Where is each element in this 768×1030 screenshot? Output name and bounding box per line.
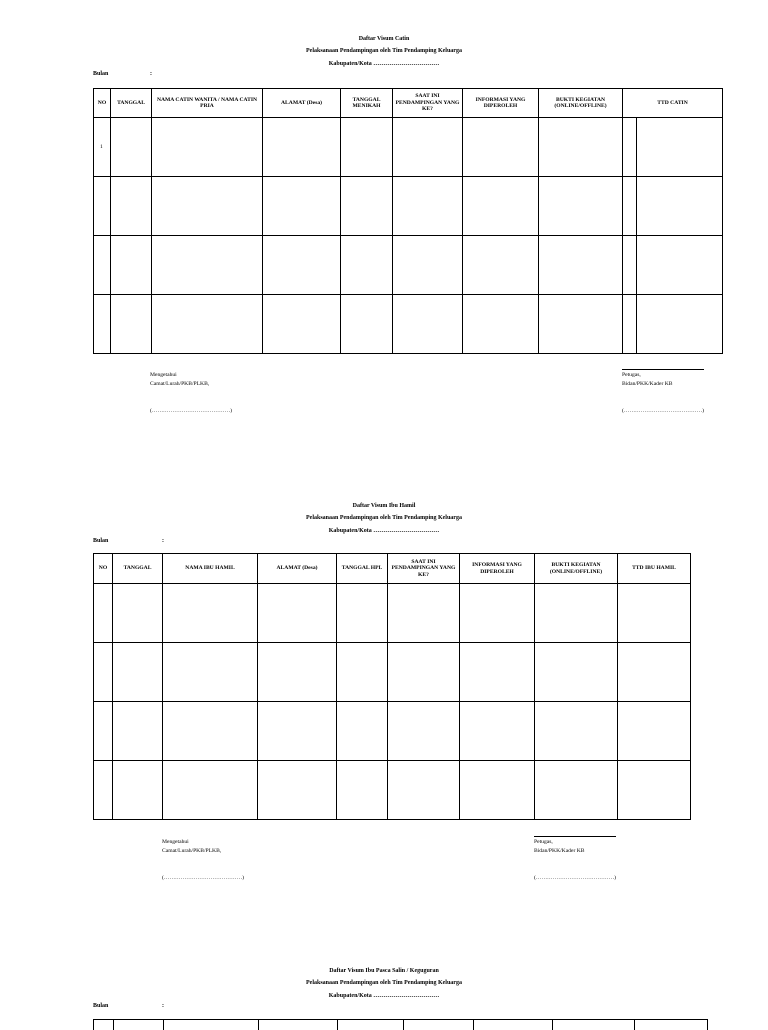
- input-cell[interactable]: [393, 295, 463, 354]
- col-alamat: ALAMAT (Desa): [258, 554, 337, 584]
- input-cell[interactable]: [539, 236, 623, 295]
- input-cell[interactable]: [337, 584, 388, 643]
- table-row: [94, 761, 691, 820]
- input-cell[interactable]: [393, 118, 463, 177]
- input-cell[interactable]: [111, 236, 152, 295]
- input-cell[interactable]: [94, 584, 113, 643]
- form-subtitle: Pelaksanaan Pendampingan oleh Tim Pendamping Keluarga: [306, 48, 462, 54]
- bulan-colon: :: [150, 71, 152, 77]
- input-cell[interactable]: [94, 177, 111, 236]
- sig-line2: Camat/Lurah/PKB/PLKB,: [150, 381, 210, 387]
- input-cell[interactable]: [535, 702, 618, 761]
- input-cell[interactable]: [263, 236, 341, 295]
- table-row: [94, 177, 723, 236]
- col-tanggal: TANGGAL: [113, 554, 163, 584]
- input-cell[interactable]: [113, 702, 163, 761]
- input-cell[interactable]: [337, 643, 388, 702]
- input-cell[interactable]: [258, 643, 337, 702]
- input-cell[interactable]: [258, 584, 337, 643]
- input-cell[interactable]: [341, 118, 393, 177]
- input-cell[interactable]: [94, 295, 111, 354]
- input-cell[interactable]: [388, 702, 460, 761]
- input-cell[interactable]: [163, 702, 258, 761]
- input-cell[interactable]: [113, 584, 163, 643]
- input-cell[interactable]: [152, 177, 263, 236]
- table-row: [94, 702, 691, 761]
- input-cell[interactable]: [393, 236, 463, 295]
- bulan-colon: :: [162, 538, 164, 544]
- input-cell[interactable]: [535, 584, 618, 643]
- input-cell[interactable]: [539, 295, 623, 354]
- sig-line1: Petugas,: [622, 372, 641, 378]
- form-region: Kabupaten/Kota ……………………………: [328, 61, 440, 67]
- input-cell[interactable]: [460, 584, 535, 643]
- input-cell[interactable]: [623, 236, 637, 295]
- input-cell[interactable]: [94, 702, 113, 761]
- col-ttd-catin: TTD CATIN: [623, 89, 723, 118]
- sig-blank[interactable]: (……………………………………): [622, 408, 705, 414]
- input-cell[interactable]: [337, 702, 388, 761]
- sig-line1: Petugas,: [534, 839, 553, 845]
- sig-blank[interactable]: (……………………………………): [150, 408, 233, 414]
- visum-table-partial: [93, 1019, 708, 1030]
- row-no: 1: [94, 118, 111, 177]
- column-divider: [403, 1020, 404, 1030]
- form-subtitle: Pelaksanaan Pendampingan oleh Tim Pendamping Keluarga: [306, 980, 462, 986]
- input-cell[interactable]: [111, 177, 152, 236]
- input-cell[interactable]: [535, 643, 618, 702]
- left-signature-block: [162, 838, 244, 883]
- signature-cell[interactable]: [618, 702, 691, 761]
- input-cell[interactable]: [623, 118, 637, 177]
- input-cell[interactable]: [258, 702, 337, 761]
- column-divider: [163, 1020, 164, 1030]
- col-informasi: INFORMASI YANG DIPEROLEH: [463, 89, 539, 118]
- sig-line2: Camat/Lurah/PKB/PLKB,: [162, 848, 222, 854]
- signature-rule: [622, 369, 704, 370]
- column-divider: [473, 1020, 474, 1030]
- bulan-colon: :: [162, 1003, 164, 1009]
- right-signature-block: [622, 371, 704, 416]
- bulan-label: Bulan: [93, 1003, 109, 1009]
- col-tanggal-hpl: TANGGAL HPL: [337, 554, 388, 584]
- input-cell[interactable]: [111, 295, 152, 354]
- input-cell[interactable]: [539, 177, 623, 236]
- col-pendampingan-ke: SAAT INI PENDAMPINGAN YANG KE?: [393, 89, 463, 118]
- input-cell[interactable]: [113, 643, 163, 702]
- form-subtitle: Pelaksanaan Pendampingan oleh Tim Pendamping Keluarga: [306, 515, 462, 521]
- input-cell[interactable]: [337, 761, 388, 820]
- table-row: [94, 118, 723, 177]
- input-cell[interactable]: [263, 118, 341, 177]
- form-title: Daftar Visum Ibu Hamil: [352, 503, 416, 509]
- col-no: NO: [94, 89, 111, 118]
- input-cell[interactable]: [152, 118, 263, 177]
- sig-line2: Bidan/PKK/Kader KB: [534, 848, 585, 854]
- col-ttd-ibu-hamil: TTD IBU HAMIL: [618, 554, 691, 584]
- header-row: [94, 554, 691, 584]
- left-signature-block: [150, 371, 232, 416]
- signature-cell[interactable]: [618, 643, 691, 702]
- input-cell[interactable]: [535, 761, 618, 820]
- bulan-label: Bulan: [93, 71, 109, 77]
- signature-cell[interactable]: [637, 295, 723, 354]
- form-title: Daftar Visum Catin: [358, 36, 410, 42]
- col-nama-ibu-hamil: NAMA IBU HAMIL: [163, 554, 258, 584]
- input-cell[interactable]: [263, 295, 341, 354]
- signature-cell[interactable]: [618, 584, 691, 643]
- input-cell[interactable]: [94, 236, 111, 295]
- header-row: [94, 89, 723, 118]
- input-cell[interactable]: [463, 295, 539, 354]
- table-row: [94, 584, 691, 643]
- form-title: Daftar Visum Ibu Pasca Salin / Keguguran: [329, 968, 439, 974]
- input-cell[interactable]: [463, 118, 539, 177]
- visum-table: [93, 88, 723, 354]
- column-divider: [634, 1020, 635, 1030]
- sig-blank[interactable]: (……………………………………): [162, 875, 245, 881]
- table-row: [94, 236, 723, 295]
- input-cell[interactable]: [388, 643, 460, 702]
- input-cell[interactable]: [539, 118, 623, 177]
- col-nama-catin: NAMA CATIN WANITA / NAMA CATIN PRIA: [152, 89, 263, 118]
- column-divider: [113, 1020, 114, 1030]
- input-cell[interactable]: [463, 177, 539, 236]
- input-cell[interactable]: [152, 236, 263, 295]
- col-no: NO: [94, 554, 113, 584]
- column-divider: [258, 1020, 259, 1030]
- col-pendampingan-ke: SAAT INI PENDAMPINGAN YANG KE?: [388, 554, 460, 584]
- column-divider: [337, 1020, 338, 1030]
- input-cell[interactable]: [460, 761, 535, 820]
- input-cell[interactable]: [163, 584, 258, 643]
- signature-rule: [534, 836, 616, 837]
- signature-cell[interactable]: [618, 761, 691, 820]
- input-cell[interactable]: [94, 761, 113, 820]
- input-cell[interactable]: [263, 177, 341, 236]
- input-cell[interactable]: [388, 761, 460, 820]
- table-row: [94, 295, 723, 354]
- right-signature-block: [534, 838, 616, 883]
- sig-line2: Bidan/PKK/Kader KB: [622, 381, 673, 387]
- input-cell[interactable]: [113, 761, 163, 820]
- input-cell[interactable]: [94, 643, 113, 702]
- col-alamat: ALAMAT (Desa): [263, 89, 341, 118]
- input-cell[interactable]: [623, 177, 637, 236]
- signature-cell[interactable]: [637, 118, 723, 177]
- sig-line1: Mengetahui: [162, 839, 189, 845]
- input-cell[interactable]: [341, 177, 393, 236]
- form-region: Kabupaten/Kota ……………………………: [328, 993, 440, 999]
- bulan-label: Bulan: [93, 538, 109, 544]
- input-cell[interactable]: [163, 643, 258, 702]
- col-tanggal-menikah: TANGGAL MENIKAH: [341, 89, 393, 118]
- input-cell[interactable]: [163, 761, 258, 820]
- col-informasi: INFORMASI YANG DIPEROLEH: [460, 554, 535, 584]
- input-cell[interactable]: [152, 295, 263, 354]
- input-cell[interactable]: [463, 236, 539, 295]
- sig-line1: Mengetahui: [150, 372, 177, 378]
- signature-cell[interactable]: [637, 177, 723, 236]
- input-cell[interactable]: [460, 643, 535, 702]
- sig-blank[interactable]: (……………………………………): [534, 875, 617, 881]
- signature-cell[interactable]: [637, 236, 723, 295]
- col-bukti-kegiatan: BUKTI KEGIATAN (ONLINE/OFFLINE): [539, 89, 623, 118]
- visum-table: [93, 553, 691, 820]
- form-region: Kabupaten/Kota ……………………………: [328, 528, 440, 534]
- input-cell[interactable]: [341, 236, 393, 295]
- col-bukti-kegiatan: BUKTI KEGIATAN (ONLINE/OFFLINE): [535, 554, 618, 584]
- input-cell[interactable]: [388, 584, 460, 643]
- input-cell[interactable]: [341, 295, 393, 354]
- column-divider: [552, 1020, 553, 1030]
- table-row: [94, 643, 691, 702]
- col-tanggal: TANGGAL: [111, 89, 152, 118]
- input-cell[interactable]: [623, 295, 637, 354]
- input-cell[interactable]: [393, 177, 463, 236]
- input-cell[interactable]: [111, 118, 152, 177]
- input-cell[interactable]: [258, 761, 337, 820]
- input-cell[interactable]: [460, 702, 535, 761]
